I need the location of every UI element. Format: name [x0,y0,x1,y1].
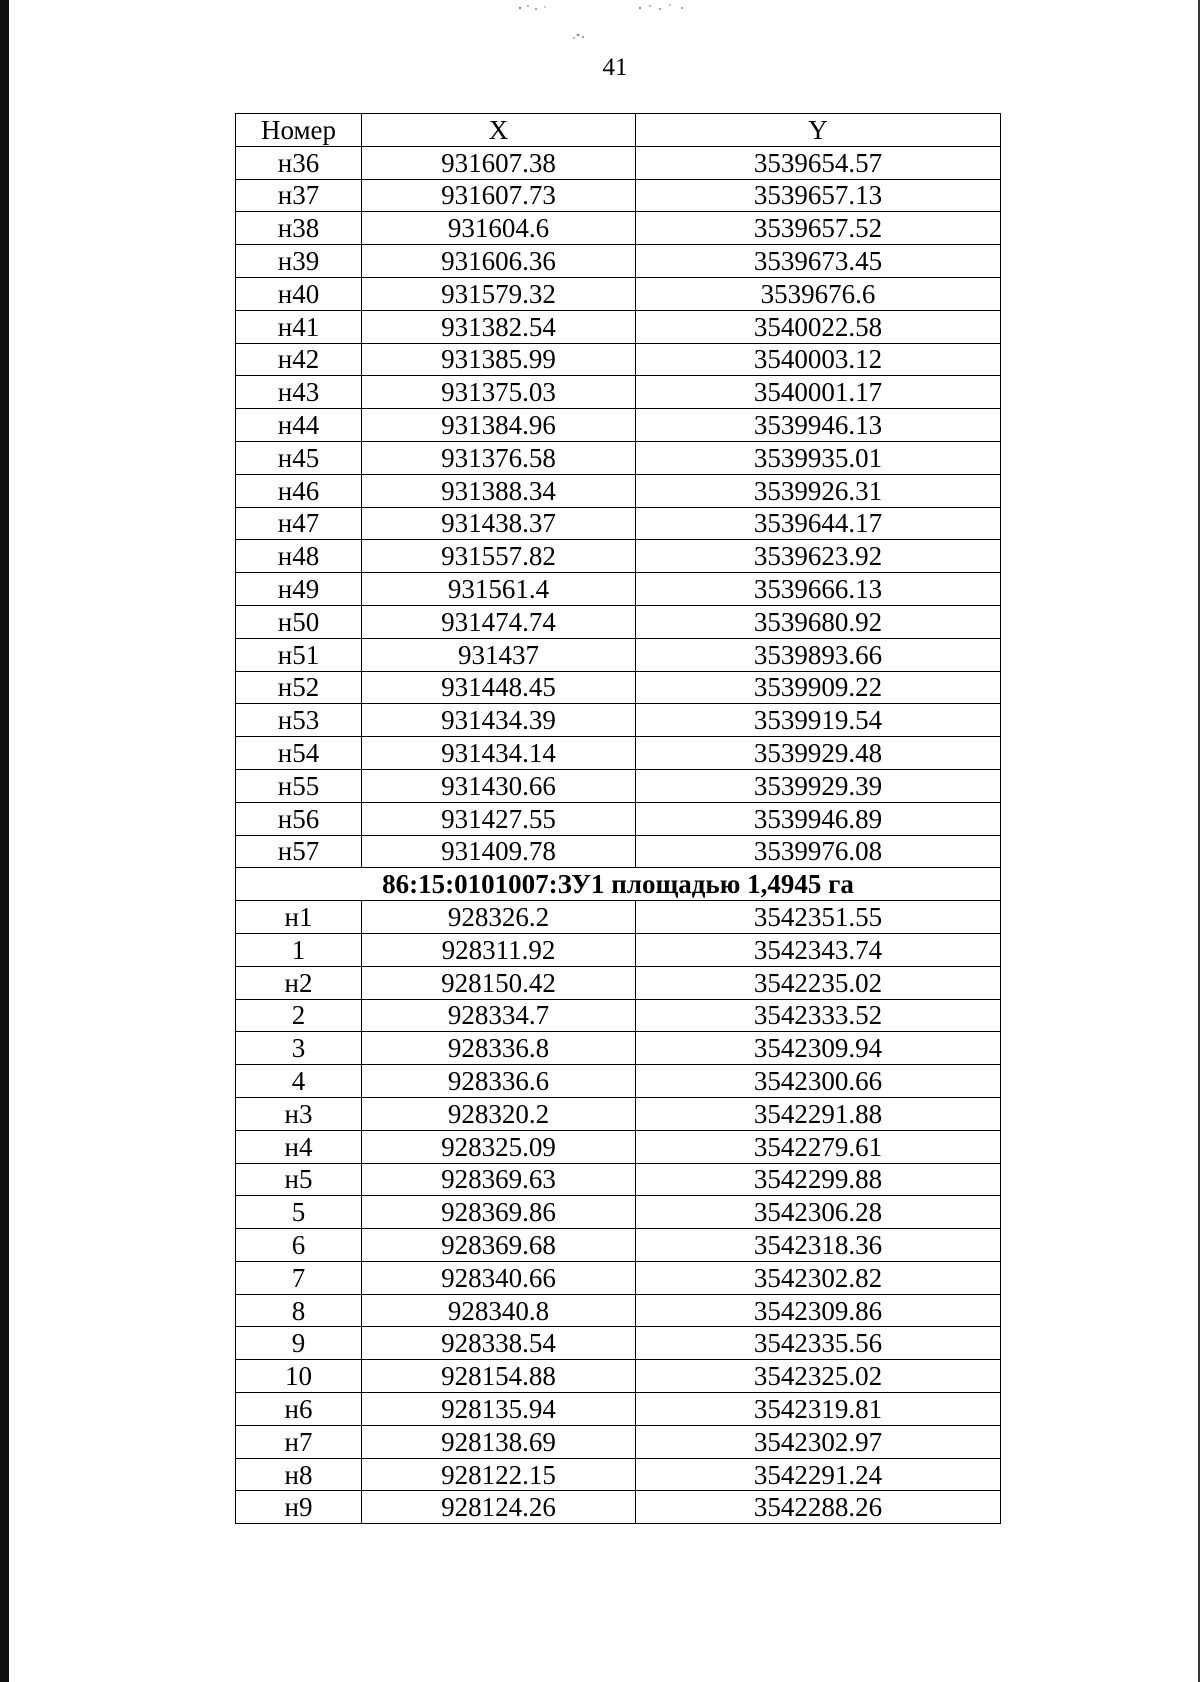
table-row [236,277,1001,310]
cell-y: 3539946.13 [636,409,1001,442]
cell-y: 3542288.26 [636,1491,1001,1524]
cell-x: 931430.66 [362,769,636,802]
cell-y: 3542291.88 [636,1097,1001,1130]
table-row [236,901,1001,934]
cell-y: 3542335.56 [636,1327,1001,1360]
cell-x: 931382.54 [362,310,636,343]
cell-y: 3539666.13 [636,573,1001,606]
cell-x: 928334.7 [362,999,636,1032]
cell-y: 3542279.61 [636,1130,1001,1163]
cell-y: 3542309.86 [636,1294,1001,1327]
cell-x: 931376.58 [362,441,636,474]
table-row [236,1229,1001,1262]
cell-point-number: н8 [236,1458,362,1491]
table-row [236,343,1001,376]
cell-x: 931606.36 [362,245,636,278]
cell-point-number: н55 [236,769,362,802]
cell-x: 931607.73 [362,179,636,212]
cell-point-number: 1 [236,933,362,966]
cell-y: 3542319.81 [636,1393,1001,1426]
cell-y: 3542333.52 [636,999,1001,1032]
cell-point-number: 5 [236,1196,362,1229]
table-row [236,310,1001,343]
cell-point-number: н9 [236,1491,362,1524]
cell-point-number: 6 [236,1229,362,1262]
cell-point-number: 7 [236,1261,362,1294]
cell-x: 931384.96 [362,409,636,442]
cell-x: 931434.39 [362,704,636,737]
table-row [236,441,1001,474]
cell-x: 931427.55 [362,802,636,835]
cell-y: 3539893.66 [636,638,1001,671]
cell-y: 3539935.01 [636,441,1001,474]
cell-point-number: н53 [236,704,362,737]
table-row [236,409,1001,442]
cell-point-number: н42 [236,343,362,376]
cell-x: 928340.8 [362,1294,636,1327]
cell-y: 3539657.52 [636,212,1001,245]
cell-x: 931409.78 [362,835,636,868]
table-row [236,933,1001,966]
table-row [236,966,1001,999]
cell-point-number: н57 [236,835,362,868]
cell-point-number: н48 [236,540,362,573]
cell-x: 928320.2 [362,1097,636,1130]
cell-y: 3539654.57 [636,146,1001,179]
scan-noise [470,0,730,50]
cell-point-number: н1 [236,901,362,934]
table-body [236,146,1001,1523]
cell-y: 3539929.39 [636,769,1001,802]
cell-x: 931561.4 [362,573,636,606]
cell-point-number: 9 [236,1327,362,1360]
table-row [236,212,1001,245]
cell-y: 3539644.17 [636,507,1001,540]
table-row [236,605,1001,638]
table-row [236,245,1001,278]
cell-x: 928340.66 [362,1261,636,1294]
cell-y: 3542302.82 [636,1261,1001,1294]
table-row [236,1425,1001,1458]
cell-point-number: н2 [236,966,362,999]
table-header-row [236,114,1001,147]
cell-y: 3542343.74 [636,933,1001,966]
cell-x: 928369.86 [362,1196,636,1229]
cell-point-number: н52 [236,671,362,704]
cell-point-number: н44 [236,409,362,442]
cell-x: 931474.74 [362,605,636,638]
cell-y: 3539680.92 [636,605,1001,638]
cell-x: 928154.88 [362,1360,636,1393]
cell-point-number: н36 [236,146,362,179]
cell-point-number: н50 [236,605,362,638]
cell-y: 3542306.28 [636,1196,1001,1229]
table-row [236,638,1001,671]
page-number: 41 [602,54,628,81]
cell-x: 928336.8 [362,1032,636,1065]
table-row [236,376,1001,409]
cell-y: 3539946.89 [636,802,1001,835]
cell-y: 3539676.6 [636,277,1001,310]
table-row [236,999,1001,1032]
column-header-y: Y [636,114,1001,147]
cell-point-number: н7 [236,1425,362,1458]
table-row [236,1130,1001,1163]
cell-x: 931375.03 [362,376,636,409]
table-row [236,507,1001,540]
table-row [236,540,1001,573]
table-row [236,704,1001,737]
cell-point-number: н5 [236,1163,362,1196]
cell-x: 928369.68 [362,1229,636,1262]
table-row [236,1196,1001,1229]
column-header-number: Номер [236,114,362,147]
cell-point-number: н43 [236,376,362,409]
table-row [236,1360,1001,1393]
table-row [236,1393,1001,1426]
cell-x: 928138.69 [362,1425,636,1458]
table-row [236,573,1001,606]
cell-y: 3540001.17 [636,376,1001,409]
cell-point-number: 8 [236,1294,362,1327]
cell-x: 931388.34 [362,474,636,507]
cell-x: 928150.42 [362,966,636,999]
cell-x: 931448.45 [362,671,636,704]
cell-x: 928338.54 [362,1327,636,1360]
table-row [236,1327,1001,1360]
cell-y: 3539623.92 [636,540,1001,573]
table-row [236,1097,1001,1130]
cell-point-number: 10 [236,1360,362,1393]
cell-x: 928326.2 [362,901,636,934]
cell-point-number: н45 [236,441,362,474]
cell-y: 3542318.36 [636,1229,1001,1262]
table-row [236,671,1001,704]
cell-x: 931437 [362,638,636,671]
cell-y: 3540003.12 [636,343,1001,376]
cell-y: 3542325.02 [636,1360,1001,1393]
table-row [236,1458,1001,1491]
table-row [236,474,1001,507]
cell-x: 931385.99 [362,343,636,376]
cell-point-number: н54 [236,737,362,770]
cell-point-number: н47 [236,507,362,540]
cell-point-number: 2 [236,999,362,1032]
cell-y: 3542300.66 [636,1065,1001,1098]
table-row [236,737,1001,770]
scan-left-edge [0,0,9,1682]
column-header-x: X [362,114,636,147]
cell-point-number: н39 [236,245,362,278]
cell-point-number: н51 [236,638,362,671]
table-row [236,1032,1001,1065]
cell-x: 931579.32 [362,277,636,310]
table-row [236,1294,1001,1327]
cell-x: 928311.92 [362,933,636,966]
cell-x: 931438.37 [362,507,636,540]
cell-point-number: н56 [236,802,362,835]
cell-y: 3539929.48 [636,737,1001,770]
table-row [236,1163,1001,1196]
section-title: 86:15:0101007:ЗУ1 площадью 1,4945 га [236,868,1001,901]
cell-y: 3539926.31 [636,474,1001,507]
cell-point-number: н37 [236,179,362,212]
cell-point-number: 3 [236,1032,362,1065]
coordinates-table [235,113,1001,1524]
cell-y: 3539909.22 [636,671,1001,704]
cell-point-number: н40 [236,277,362,310]
cell-point-number: н46 [236,474,362,507]
cell-x: 928124.26 [362,1491,636,1524]
cell-x: 931434.14 [362,737,636,770]
table-row [236,835,1001,868]
cell-y: 3540022.58 [636,310,1001,343]
table-section-row [236,868,1001,901]
cell-x: 928336.6 [362,1065,636,1098]
table-row [236,769,1001,802]
cell-point-number: н38 [236,212,362,245]
cell-x: 931607.38 [362,146,636,179]
cell-point-number: н41 [236,310,362,343]
cell-x: 928369.63 [362,1163,636,1196]
cell-point-number: н49 [236,573,362,606]
cell-point-number: н3 [236,1097,362,1130]
cell-y: 3542235.02 [636,966,1001,999]
table-row [236,1491,1001,1524]
table-row [236,802,1001,835]
table-row [236,146,1001,179]
cell-x: 928135.94 [362,1393,636,1426]
table-row [236,179,1001,212]
cell-y: 3542302.97 [636,1425,1001,1458]
cell-x: 928122.15 [362,1458,636,1491]
cell-point-number: н4 [236,1130,362,1163]
cell-y: 3542291.24 [636,1458,1001,1491]
cell-point-number: 4 [236,1065,362,1098]
cell-y: 3539976.08 [636,835,1001,868]
table-row [236,1065,1001,1098]
cell-y: 3542309.94 [636,1032,1001,1065]
cell-x: 928325.09 [362,1130,636,1163]
cell-x: 931557.82 [362,540,636,573]
cell-y: 3539919.54 [636,704,1001,737]
cell-y: 3542299.88 [636,1163,1001,1196]
cell-y: 3542351.55 [636,901,1001,934]
cell-y: 3539657.13 [636,179,1001,212]
cell-x: 931604.6 [362,212,636,245]
cell-point-number: н6 [236,1393,362,1426]
table-row [236,1261,1001,1294]
cell-y: 3539673.45 [636,245,1001,278]
